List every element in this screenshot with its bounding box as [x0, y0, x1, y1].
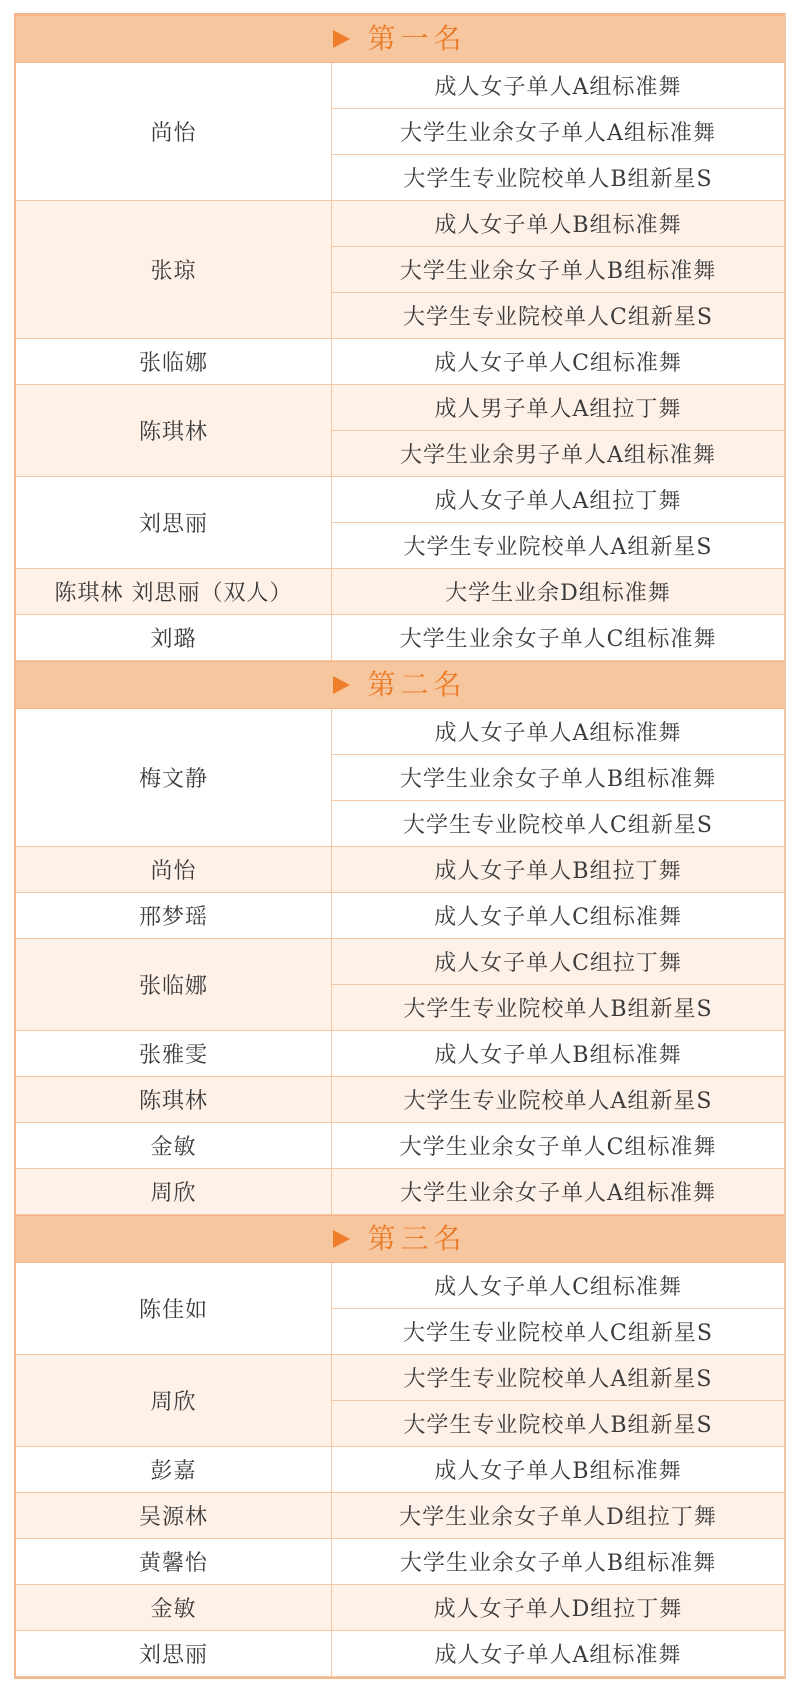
event-list	[332, 1539, 784, 1584]
event-cell: 大学生业余女子单人C组标准舞	[399, 627, 717, 652]
event-cell: 大学生专业院校单人B组新星S	[403, 1413, 713, 1438]
event-cell: 大学生专业院校单人C组新星S	[403, 305, 713, 330]
winner-row	[16, 1077, 784, 1123]
event-list	[332, 477, 784, 568]
sections-container	[16, 15, 784, 1677]
event-cell: 成人女子单人A组标准舞	[332, 63, 784, 109]
winner-row	[16, 615, 784, 661]
event-list	[332, 1585, 784, 1630]
event-cell: 大学生业余女子单人D组拉丁舞	[399, 1505, 717, 1530]
triangle-arrow-icon	[333, 30, 350, 48]
event-list	[332, 1493, 784, 1538]
winner-name: 刘思丽	[16, 1631, 332, 1676]
event-list	[332, 1123, 784, 1168]
event-cell: 成人女子单人D组拉丁舞	[433, 1597, 683, 1622]
winner-name: 彭嘉	[16, 1447, 332, 1492]
event-cell: 成人女子单人B组标准舞	[332, 201, 784, 247]
winner-name: 邢梦瑶	[16, 893, 332, 938]
winner-name: 刘璐	[16, 615, 332, 660]
winner-row	[16, 1169, 784, 1215]
ranking-section	[16, 15, 784, 661]
winner-row	[16, 385, 784, 477]
triangle-arrow-icon	[333, 676, 350, 694]
event-cell: 成人女子单人C组标准舞	[434, 905, 682, 930]
event-cell: 成人女子单人B组拉丁舞	[434, 859, 682, 884]
winner-name: 陈琪林	[16, 385, 332, 476]
event-cell: 成人女子单人A组标准舞	[332, 709, 784, 755]
event-cell: 大学生业余女子单人B组标准舞	[332, 247, 784, 293]
event-cell: 大学生业余女子单人C组标准舞	[399, 1135, 717, 1160]
winner-row	[16, 1447, 784, 1493]
winner-row	[16, 893, 784, 939]
event-list	[332, 1355, 784, 1446]
winner-row	[16, 477, 784, 569]
event-list	[332, 1031, 784, 1076]
event-list	[332, 1447, 784, 1492]
winner-name: 周欣	[16, 1169, 332, 1214]
event-list	[332, 569, 784, 614]
triangle-arrow-icon	[333, 1230, 350, 1248]
winner-name: 金敏	[16, 1123, 332, 1168]
event-list	[332, 709, 784, 846]
winner-row	[16, 63, 784, 201]
event-list	[332, 339, 784, 384]
winner-name: 梅文静	[16, 709, 332, 846]
awards-table	[14, 13, 786, 1679]
winner-name: 周欣	[16, 1355, 332, 1446]
winner-name: 张琼	[16, 201, 332, 338]
section-title: 第二名	[367, 668, 467, 701]
event-list	[332, 63, 784, 200]
event-cell: 大学生专业院校单人A组新星S	[403, 1089, 713, 1114]
winner-name: 张临娜	[16, 339, 332, 384]
event-cell: 大学生业余女子单人A组标准舞	[400, 1181, 716, 1206]
winner-row	[16, 939, 784, 1031]
event-cell: 大学生专业院校单人B组新星S	[403, 997, 713, 1022]
winner-row	[16, 1263, 784, 1355]
winner-row	[16, 1031, 784, 1077]
event-cell: 成人女子单人C组标准舞	[434, 351, 682, 376]
event-cell: 成人女子单人C组拉丁舞	[332, 939, 784, 985]
event-cell: 大学生专业院校单人A组新星S	[403, 535, 713, 560]
winner-row	[16, 339, 784, 385]
winner-row	[16, 1493, 784, 1539]
event-list	[332, 1263, 784, 1354]
event-cell: 成人女子单人C组标准舞	[332, 1263, 784, 1309]
event-list	[332, 893, 784, 938]
event-cell: 成人女子单人A组拉丁舞	[332, 477, 784, 523]
event-cell: 大学生业余D组标准舞	[445, 581, 671, 606]
event-cell: 大学生专业院校单人A组新星S	[332, 1355, 784, 1401]
event-list	[332, 1169, 784, 1214]
event-cell: 大学生业余女子单人B组标准舞	[399, 1551, 717, 1576]
winner-name: 金敏	[16, 1585, 332, 1630]
event-list	[332, 615, 784, 660]
winner-row	[16, 569, 784, 615]
section-title: 第三名	[367, 1222, 467, 1255]
ranking-section	[16, 1215, 784, 1677]
event-list	[332, 847, 784, 892]
winner-name: 张临娜	[16, 939, 332, 1030]
event-cell: 大学生业余男子单人A组标准舞	[400, 443, 716, 468]
winner-row	[16, 709, 784, 847]
winner-row	[16, 1355, 784, 1447]
winner-name: 黄馨怡	[16, 1539, 332, 1584]
event-list	[332, 939, 784, 1030]
winner-name: 尚怡	[16, 63, 332, 200]
event-cell: 大学生专业院校单人C组新星S	[403, 813, 713, 838]
winner-row	[16, 847, 784, 893]
event-cell: 成人女子单人B组标准舞	[434, 1043, 682, 1068]
section-header	[16, 15, 784, 63]
winner-row	[16, 1123, 784, 1169]
event-cell: 成人女子单人A组标准舞	[434, 1643, 682, 1668]
section-header	[16, 1215, 784, 1263]
winner-name: 陈佳如	[16, 1263, 332, 1354]
section-title: 第一名	[367, 22, 467, 55]
event-list	[332, 201, 784, 338]
winner-name: 张雅雯	[16, 1031, 332, 1076]
event-list	[332, 1631, 784, 1676]
winner-name: 刘思丽	[16, 477, 332, 568]
event-cell: 大学生业余女子单人B组标准舞	[332, 755, 784, 801]
winner-row	[16, 201, 784, 339]
winner-row	[16, 1585, 784, 1631]
event-cell: 大学生专业院校单人B组新星S	[403, 167, 713, 192]
winner-name: 陈琪林	[16, 1077, 332, 1122]
winner-row	[16, 1539, 784, 1585]
event-cell: 大学生专业院校单人C组新星S	[403, 1321, 713, 1346]
section-header	[16, 661, 784, 709]
event-list	[332, 385, 784, 476]
winner-name: 尚怡	[16, 847, 332, 892]
event-cell: 成人女子单人B组标准舞	[434, 1459, 682, 1484]
event-cell: 大学生业余女子单人A组标准舞	[332, 109, 784, 155]
event-cell: 成人男子单人A组拉丁舞	[332, 385, 784, 431]
winner-name: 吴源林	[16, 1493, 332, 1538]
event-list	[332, 1077, 784, 1122]
winner-name: 陈琪林 刘思丽（双人）	[16, 569, 332, 614]
winner-row	[16, 1631, 784, 1677]
ranking-section	[16, 661, 784, 1215]
